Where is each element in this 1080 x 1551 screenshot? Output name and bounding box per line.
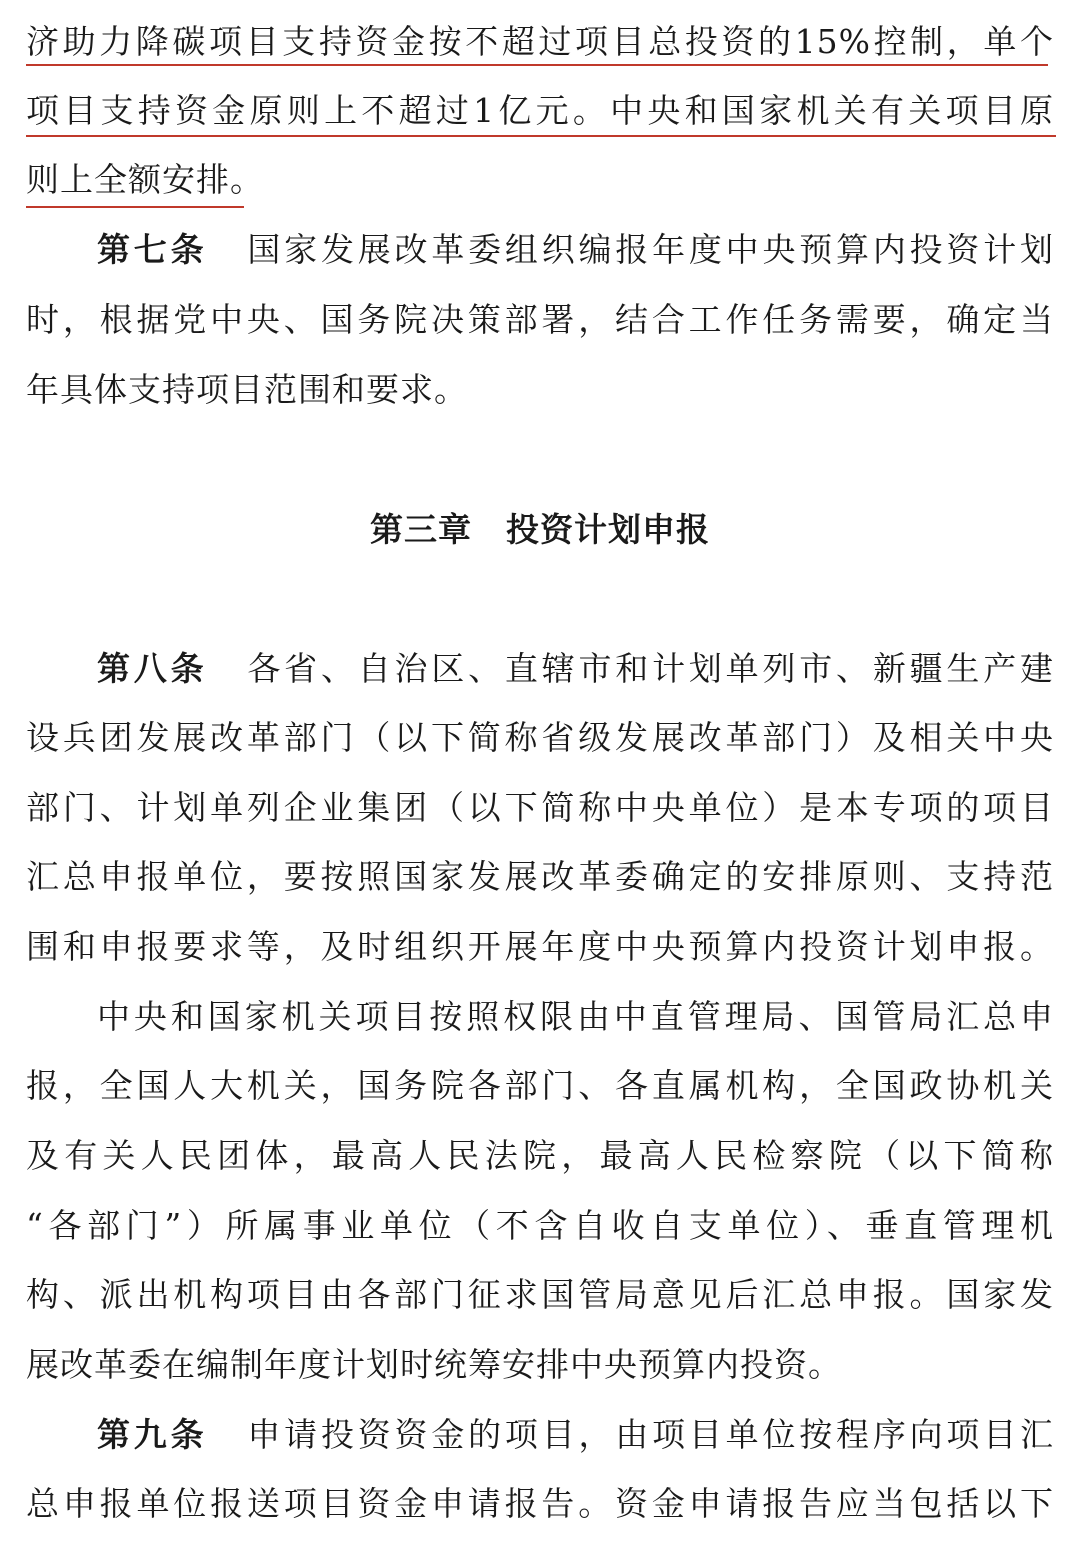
article-line bbox=[97, 225, 1054, 275]
text-line: 报，全国人大机关，国务院各部门、各直属机构，全国政协机关 bbox=[26, 1066, 1054, 1105]
text-line: 总申报单位报送项目资金申请报告。资金申请报告应当包括以下 bbox=[26, 1484, 1054, 1523]
text-line: 中央和国家机关项目按照权限由中直管理局、国管局汇总申 bbox=[97, 997, 1054, 1036]
article-line bbox=[97, 644, 1054, 694]
article-number: 第九条 bbox=[97, 1415, 208, 1454]
text-line: 部门、计划单列企业集团（以下简称中央单位）是本专项的项目 bbox=[26, 788, 1054, 827]
article-text: 国家发展改革委组织编报年度中央预算内投资计划 bbox=[247, 230, 1054, 269]
article-text: 申请投资资金的项目，由项目单位按程序向项目汇 bbox=[247, 1415, 1054, 1454]
text-line: 及有关人民团体，最高人民法院，最高人民检察院（以下简称 bbox=[26, 1136, 1054, 1175]
text-line: 则上全额安排。 bbox=[26, 160, 264, 199]
text-line: 构、派出机构项目由各部门征求国管局意见后汇总申报。国家发 bbox=[26, 1275, 1054, 1314]
article-number: 第七条 bbox=[97, 230, 208, 269]
article-text: 各省、自治区、直辖市和计划单列市、新疆生产建 bbox=[247, 649, 1054, 688]
red-underline bbox=[26, 64, 1048, 66]
text-line: 项目支持资金原则上不超过1亿元。中央和国家机关有关项目原 bbox=[26, 91, 1054, 130]
text-line: 济助力降碳项目支持资金按不超过项目总投资的15%控制，单个 bbox=[26, 22, 1054, 61]
article-number: 第八条 bbox=[97, 649, 208, 688]
red-underline bbox=[26, 135, 1056, 137]
text-line: 设兵团发展改革部门（以下简称省级发展改革部门）及相关中央 bbox=[26, 718, 1054, 757]
text-line: 围和申报要求等，及时组织开展年度中央预算内投资计划申报。 bbox=[26, 927, 1054, 966]
text-line: 时，根据党中央、国务院决策部署，结合工作任务需要，确定当 bbox=[26, 300, 1054, 339]
text-line: 年具体支持项目范围和要求。 bbox=[26, 370, 468, 409]
chapter-heading: 第三章 投资计划申报 bbox=[370, 510, 710, 549]
text-line: 汇总申报单位，要按照国家发展改革委确定的安排原则、支持范 bbox=[26, 857, 1054, 896]
red-underline bbox=[26, 206, 244, 208]
text-line: “各部门”）所属事业单位（不含自收自支单位）、垂直管理机 bbox=[26, 1206, 1054, 1245]
article-line bbox=[97, 1410, 1054, 1460]
text-line: 展改革委在编制年度计划时统筹安排中央预算内投资。 bbox=[26, 1345, 842, 1384]
